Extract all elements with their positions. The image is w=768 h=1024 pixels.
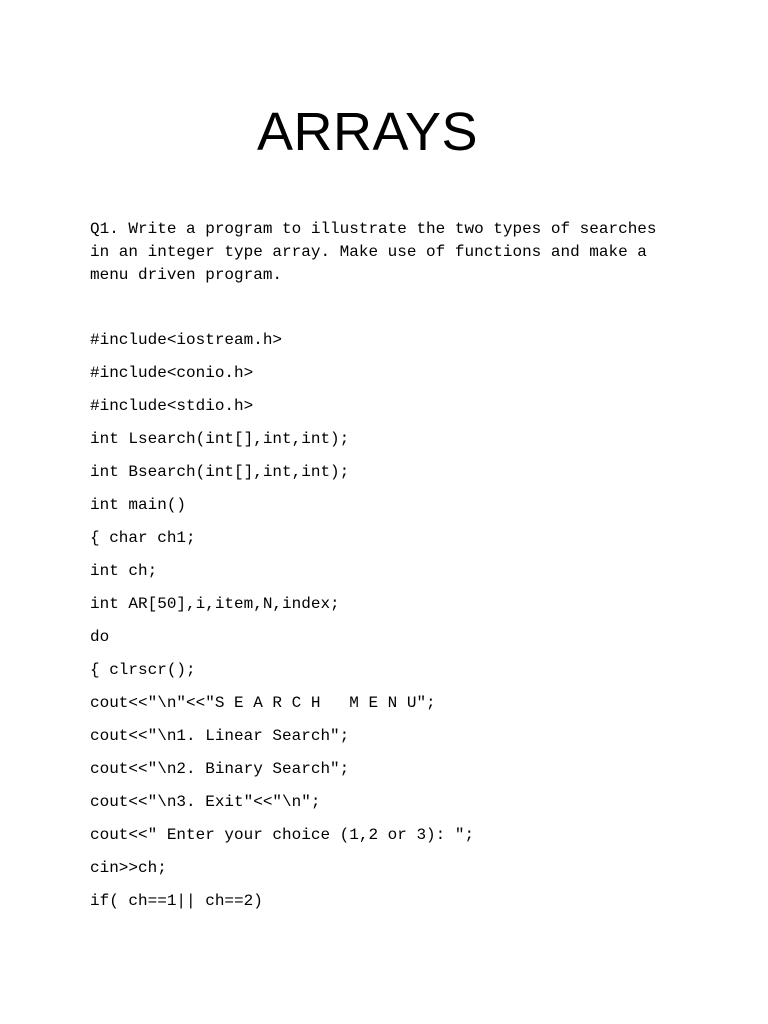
page-title: ARRAYS: [256, 102, 479, 162]
question-line: Q1. Write a program to illustrate the two types of searches: [90, 220, 657, 238]
code-line: cout<<"\n"<<"S E A R C H M E N U";: [90, 694, 436, 712]
code-line: { char ch1;: [90, 529, 196, 547]
code-line: do: [90, 628, 110, 646]
code-line: #include<iostream.h>: [90, 331, 283, 349]
code-line: cout<<"\n1. Linear Search";: [90, 727, 350, 745]
code-line: int main(): [90, 496, 187, 514]
code-line: if( ch==1|| ch==2): [90, 892, 263, 910]
code-listing: [90, 329, 474, 923]
code-line: #include<stdio.h>: [90, 397, 254, 415]
code-line: { clrscr();: [90, 661, 196, 679]
code-line: int Lsearch(int[],int,int);: [90, 430, 350, 448]
code-line: cin>>ch;: [90, 859, 167, 877]
code-line: int ch;: [90, 562, 158, 580]
code-line: int Bsearch(int[],int,int);: [90, 463, 350, 481]
question-line: menu driven program.: [90, 266, 283, 284]
code-line: int AR[50],i,item,N,index;: [90, 595, 340, 613]
question-text: [90, 218, 680, 287]
code-line: cout<<" Enter your choice (1,2 or 3): ";: [90, 826, 475, 844]
code-line: cout<<"\n2. Binary Search";: [90, 760, 350, 778]
code-line: cout<<"\n3. Exit"<<"\n";: [90, 793, 321, 811]
question-line: in an integer type array. Make use of functions and make a: [90, 243, 647, 261]
code-line: #include<conio.h>: [90, 364, 254, 382]
